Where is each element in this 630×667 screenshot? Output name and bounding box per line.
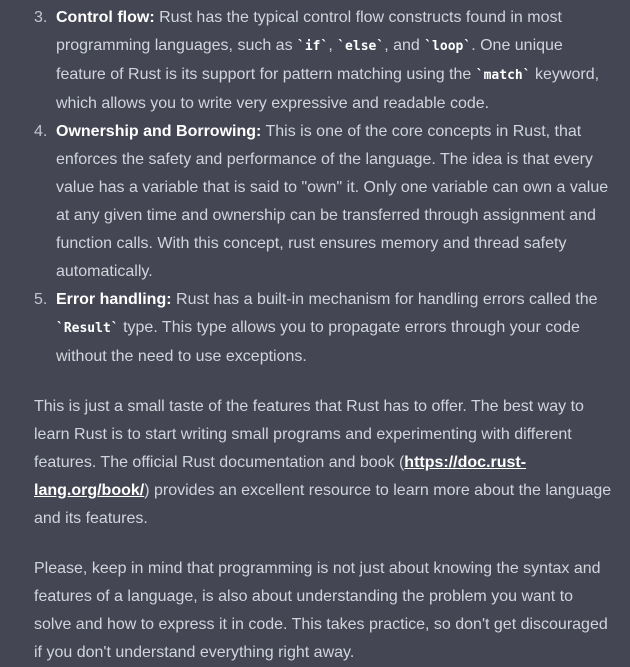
list-item [34,118,614,286]
advice-paragraph: Please, keep in mind that programming is not just about knowing the syntax and features of a language, is also about understanding the problem you want to solve and how to express it in code. This takes practice, so don't get discouraged if you don't understand everything right away. [34,560,608,661]
rust-book-link[interactable]: https://doc.rust-lang.org/book/ [34,454,527,499]
inline-code: `else` [337,39,385,54]
list-item-text: keyword, which allows you to write very expressive and readable code. [56,66,600,112]
list-item-title: Ownership and Borrowing: [56,123,262,140]
list-item [34,286,614,371]
inline-code: `Result` [56,321,119,336]
list-item-text: , [328,37,338,54]
inline-code: `loop` [424,39,472,54]
list-item-text: type. This type allows you to propagate errors through your code without the need to use exceptions. [56,319,580,365]
inline-code: `match` [475,68,531,83]
list-item-text: This is one of the core concepts in Rust, that enforces the safety and performance of the language. The idea is that every value has a variable that is said to "own" it. Only one variable can own a value at any given time and ownership can be transferred through assignment and function calls. With this concept, rust ensures memory and thread safety automatically. [56,123,609,280]
list-item-text: . One unique feature of Rust is its support for pattern matching using the [56,37,563,83]
list-item-title: Control flow: [56,9,155,26]
inline-code: `if` [297,39,329,54]
list-item-number: 3. [34,9,48,26]
summary-paragraph [34,393,614,533]
feature-list [34,4,614,371]
paragraph-text: This is just a small taste of the features that Rust has to offer. The best way to learn Rust is to start writing small programs and experimenting with different features. The official Rust documentation and book ( [34,398,584,471]
list-item-text: , and [384,37,425,54]
list-item-number: 4. [34,123,48,140]
list-item [34,4,614,118]
list-item-text: Rust has the typical control flow constructs found in most programming languages, such as [56,9,562,54]
list-item-title: Error handling: [56,291,172,308]
list-item-text: Rust has a built-in mechanism for handling errors called the [171,291,598,308]
list-item-number: 5. [34,291,48,308]
paragraph-text: ) provides an excellent resource to learn more about the language and its features. [34,482,612,527]
